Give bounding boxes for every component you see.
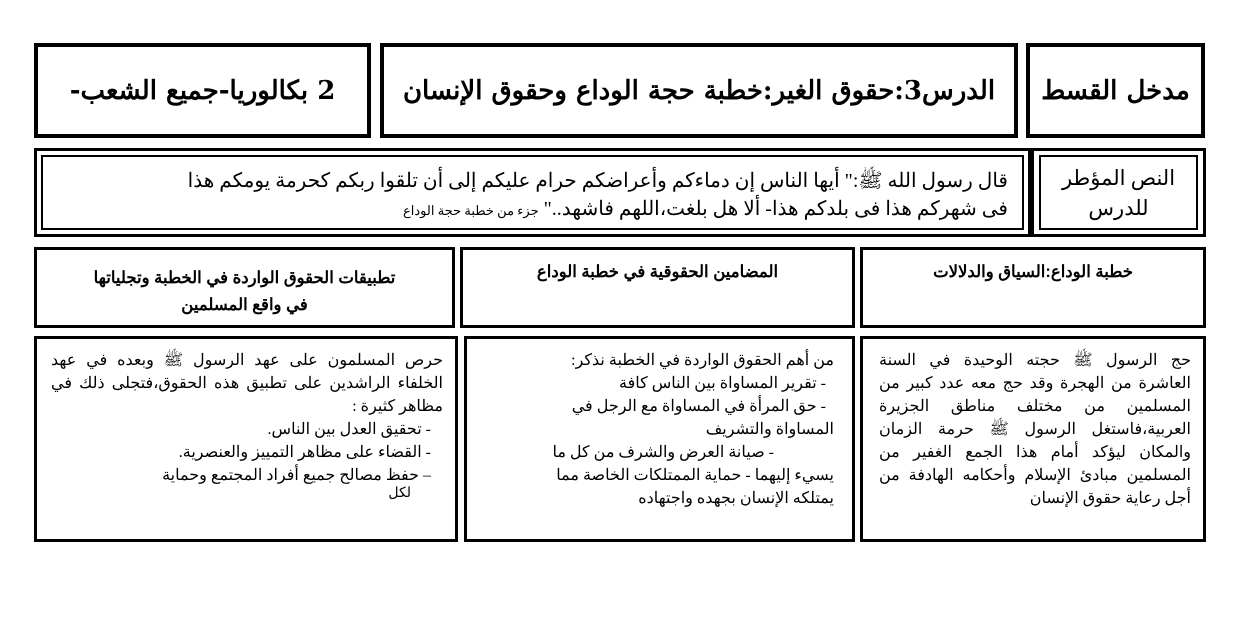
quote-label-line1: النص المؤطر [1061,165,1176,190]
context-text: حج الرسول ﷺ حجته الوحيدة في السنة العاشرة من الهجرة وقد حج معه عدد كبير من المسلمين من مختلف مناطق الجزيرة العربية،فاستغل الرسول ﷺ حرمة الزمان والمكان ليؤكد أمام هذا الجمع الغفير من المسلمين مبادئ الإسلام وأحكامه الهادفة من أجل رعاية حقوق الإنسان [879,352,1191,507]
applications-item-cut: لكل [388,486,411,501]
section-title: مدخل القسط [1041,75,1190,106]
column-body-applications [34,336,458,542]
quote-source: جزء من خطبة حجة الوداع [403,203,539,218]
quote-line-2 [55,195,1008,225]
column-title-applications-line1: تطبيقات الحقوق الواردة في الخطبة وتجلياتها [93,269,396,287]
quote-label-box [1031,148,1206,237]
applications-item-2: - القضاء على مظاهر التمييز والعنصرية. [178,444,431,461]
applications-item-1: - تحقيق العدل بين الناس. [267,421,431,438]
quote-box [34,148,1031,237]
column-header-context [860,247,1206,328]
quote-text [41,155,1024,230]
contents-line-7: يمتلكه الإنسان بجهده واجتهاده [638,490,834,507]
quote-line-2-text: فى شهركم هذا فى بلدكم هذا- ألا هل بلغت،اللهم فاشهد.." [543,198,1008,220]
lesson-title-box [380,43,1018,138]
quote-line-1: قال رسول الله ﷺ:" أيها الناس إن دماءكم وأعراضكم حرام عليكم إلى أن تلقوا ربكم كحرمة يومكم هذا [187,170,1008,192]
column-title-applications-line2: في واقع المسلمين [181,296,308,314]
section-title-box [1026,43,1205,138]
applications-item-3: – حفظ مصالح جميع أفراد المجتمع وحماية [162,467,431,484]
column-body-context [860,336,1206,542]
column-title-context: خطبة الوداع:السياق والدلالات [933,263,1133,281]
quote-label [1039,155,1198,230]
contents-line-3: - حق المرأة في المساواة مع الرجل في [571,398,826,415]
contents-line-4: المساواة والتشريف [705,421,834,438]
level-title: 2 بكالوريا-جميع الشعب- [69,75,336,106]
column-body-contents [464,336,855,542]
contents-line-6: يسيء إليهما - حماية الممتلكات الخاصة مما [556,467,834,484]
contents-line-1: من أهم الحقوق الواردة في الخطبة نذكر: [571,352,834,369]
contents-line-5: - صيانة العرض والشرف من كل ما [552,444,774,461]
column-header-applications [34,247,455,328]
contents-line-2: - تقرير المساواة بين الناس كافة [619,375,826,392]
column-header-contents [460,247,855,328]
lesson-title: الدرس3:حقوق الغير:خطبة حجة الوداع وحقوق الإنسان [402,75,996,106]
quote-label-line2: للدرس [1088,195,1149,220]
column-title-contents: المضامين الحقوقية في خطبة الوداع [536,263,779,281]
applications-intro: حرص المسلمون على عهد الرسول ﷺ وبعده في عهد الخلفاء الراشدين على تطبيق هذه الحقوق،فتجلى ذلك في مظاهر كثيرة : [51,352,444,415]
level-title-box [34,43,371,138]
